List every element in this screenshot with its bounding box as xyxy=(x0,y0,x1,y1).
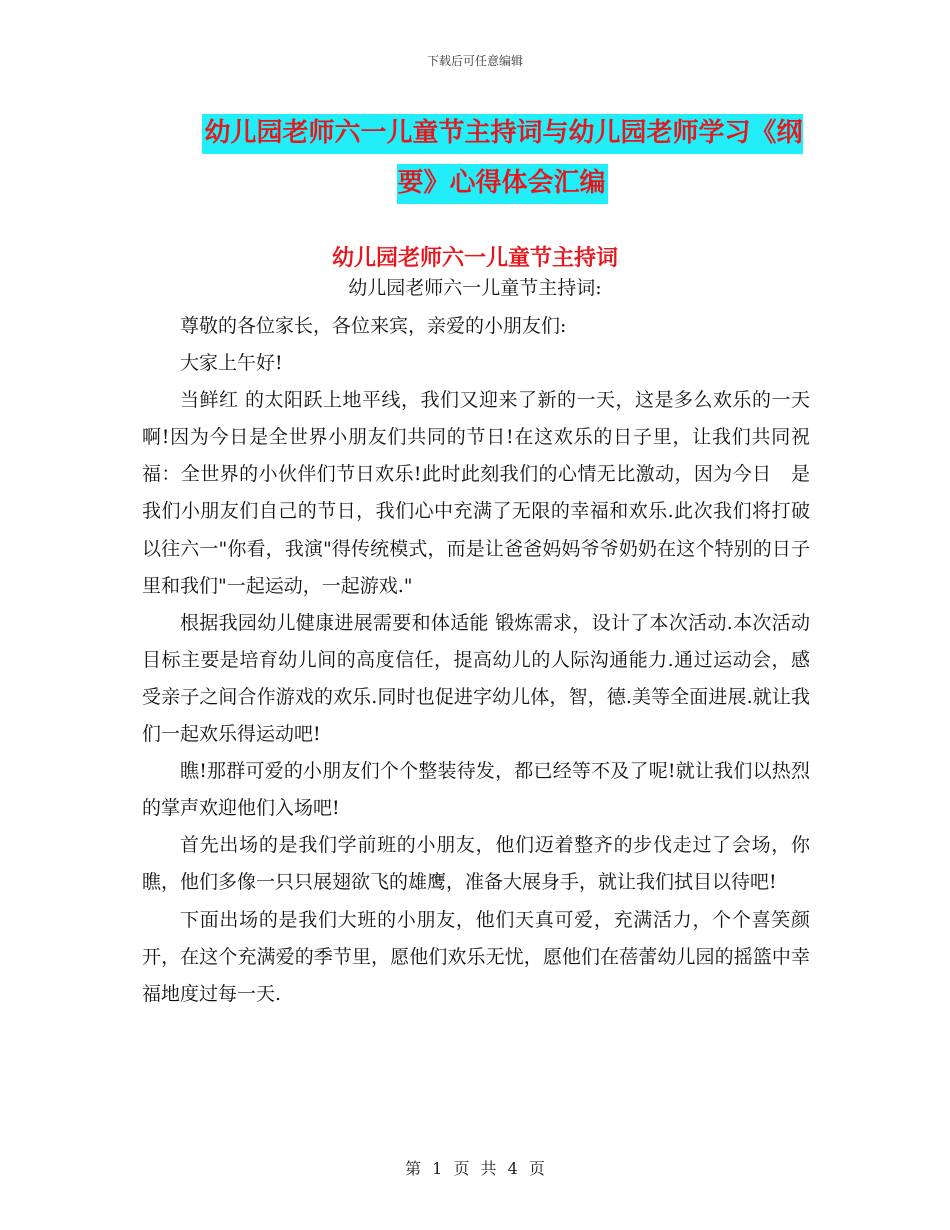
paragraph-greeting: 尊敬的各位家长，各位来宾，亲爱的小朋友们: xyxy=(180,315,567,337)
section-title: 幼儿园老师六一儿童节主持词 xyxy=(331,246,618,271)
page-header-note: 下载后可任意编辑 xyxy=(426,54,523,68)
document-title xyxy=(195,108,810,208)
document-title-highlight: 幼儿园老师六一儿童节主持词与幼儿园老师学习《纲要》心得体会汇编 xyxy=(202,114,802,204)
paragraph-activity-purpose: 根据我园幼儿健康进展需要和体适能 锻炼需求，设计了本次活动.本次活动目标主要是培育幼儿间的高度信任，提高幼儿的人际沟通能力.通过运动会，感受亲子之间合作游戏的欢乐.同时也促进字幼儿体，智，德.美等全面进展.就让我们一起欢乐得运动吧! xyxy=(142,611,810,746)
section-subtitle: 幼儿园老师六一儿童节主持词: xyxy=(348,277,602,299)
paragraph-good-morning: 大家上午好! xyxy=(180,352,283,375)
paragraph-opening: 当鲜红 的太阳跃上地平线，我们又迎来了新的一天，这是多么欢乐的一天啊!因为今日是全世界小朋友们共同的节日!在这欢乐的日子里，让我们共同祝福：全世界的小伙伴们节日欢乐!此时此刻我们的心情无比激动，因为今日 是我们小朋友们自己的节日，我们心中充满了无限的幸福和欢乐.此次我们将打破以往六一"你看，我演"得传统模式，而是让爸爸妈妈爷爷奶奶在这个特别的日子里和我们"一起运动，一起游戏." xyxy=(142,389,810,597)
paragraph-senior-class: 下面出场的是我们大班的小朋友，他们天真可爱，充满活力，个个喜笑颜开，在这个充满爱的季节里，愿他们欢乐无忧，愿他们在蓓蕾幼儿园的摇篮中幸福地度过每一天. xyxy=(142,908,810,1005)
paragraph-welcome: 瞧!那群可爱的小朋友们个个整装待发，都已经等不及了呢!就让我们以热烈的掌声欢迎他们入场吧! xyxy=(142,760,810,820)
page-footer: 第 1 页 共 4 页 xyxy=(405,1159,545,1178)
paragraph-preschool-class: 首先出场的是我们学前班的小朋友，他们迈着整齐的步伐走过了会场，你瞧，他们多像一只只展翅欲飞的雄鹰，准备大展身手，就让我们拭目以待吧! xyxy=(142,834,810,894)
document-body xyxy=(142,308,810,1013)
